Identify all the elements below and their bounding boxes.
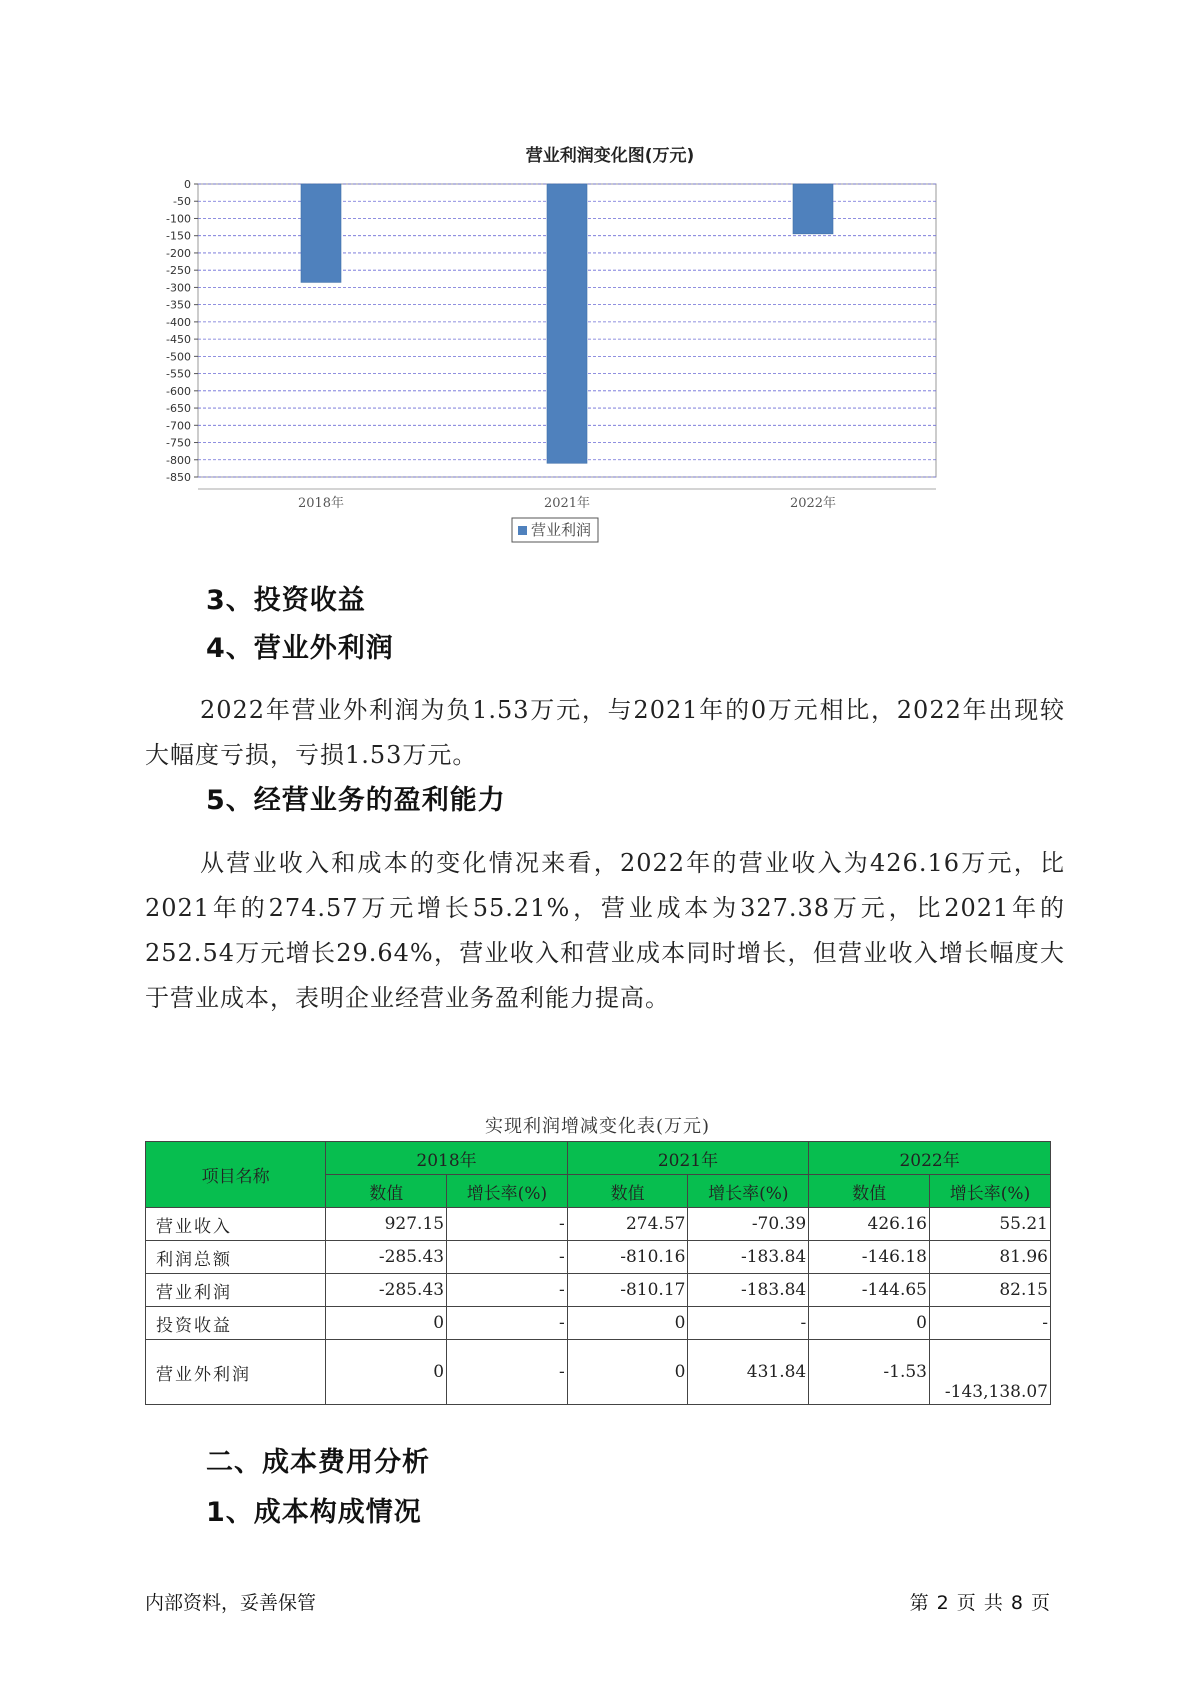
header-rate: 增长率(%) bbox=[688, 1175, 809, 1208]
y-tick-label: -750 bbox=[166, 436, 191, 450]
y-tick-label: -250 bbox=[166, 264, 191, 278]
table-row bbox=[146, 1307, 1051, 1340]
cell: 0 bbox=[567, 1307, 688, 1340]
chart-svg bbox=[150, 138, 1020, 598]
table-row bbox=[146, 1208, 1051, 1241]
cell: 927.15 bbox=[326, 1208, 447, 1241]
heading-cost-structure: 1、成本构成情况 bbox=[206, 1497, 422, 1528]
header-rate: 增长率(%) bbox=[930, 1175, 1051, 1208]
y-tick-label: -150 bbox=[166, 229, 191, 243]
cell: 0 bbox=[326, 1307, 447, 1340]
profit-change-table bbox=[145, 1141, 1051, 1405]
row-label: 利润总额 bbox=[146, 1241, 326, 1274]
row-label: 投资收益 bbox=[146, 1307, 326, 1340]
cell: - bbox=[447, 1274, 568, 1307]
header-rate: 增长率(%) bbox=[447, 1175, 568, 1208]
chart-y-axis bbox=[166, 178, 198, 484]
row-label: 营业利润 bbox=[146, 1274, 326, 1307]
bar-2018年 bbox=[301, 184, 341, 282]
x-tick-label: 2021年 bbox=[543, 496, 591, 511]
cell: 82.15 bbox=[930, 1274, 1051, 1307]
table-caption: 实现利润增减变化表(万元) bbox=[484, 1116, 711, 1137]
bar-2021年 bbox=[547, 184, 587, 463]
heading-investment-income: 3、投资收益 bbox=[206, 585, 366, 616]
cell: - bbox=[447, 1208, 568, 1241]
header-value: 数值 bbox=[326, 1175, 447, 1208]
header-item-name: 项目名称 bbox=[146, 1142, 326, 1208]
cell: 81.96 bbox=[930, 1241, 1051, 1274]
paragraph-non-operating-profit: 2022年营业外利润为负1.53万元，与2021年的0万元相比，2022年出现较大幅度亏损，亏损1.53万元。 bbox=[145, 696, 1065, 769]
table-row bbox=[146, 1274, 1051, 1307]
legend-label: 营业利润 bbox=[531, 521, 592, 539]
y-tick-label: -850 bbox=[166, 471, 191, 484]
cell: 0 bbox=[809, 1307, 930, 1340]
y-tick-label: -650 bbox=[166, 402, 191, 416]
header-year-2022: 2022年 bbox=[809, 1142, 1051, 1175]
row-label: 营业外利润 bbox=[146, 1340, 326, 1405]
heading-cost-analysis: 二、成本费用分析 bbox=[206, 1447, 430, 1478]
chart-title: 营业利润变化图(万元) bbox=[525, 146, 695, 166]
bar-2022年 bbox=[793, 184, 833, 234]
footer-confidential: 内部资料，妥善保管 bbox=[145, 1592, 317, 1614]
heading-profitability: 5、经营业务的盈利能力 bbox=[206, 785, 506, 816]
cell: - bbox=[447, 1307, 568, 1340]
header-year-2018: 2018年 bbox=[326, 1142, 567, 1175]
cell: -1.53 bbox=[809, 1340, 930, 1405]
y-tick-label: -50 bbox=[173, 195, 191, 209]
y-tick-label: -350 bbox=[166, 298, 191, 312]
cell: 274.57 bbox=[567, 1208, 688, 1241]
header-value: 数值 bbox=[809, 1175, 930, 1208]
cell: 431.84 bbox=[688, 1340, 809, 1405]
table-row bbox=[146, 1340, 1051, 1405]
cell: 55.21 bbox=[930, 1208, 1051, 1241]
y-tick-label: -700 bbox=[166, 419, 191, 433]
cell: 0 bbox=[567, 1340, 688, 1405]
y-tick-label: -200 bbox=[166, 246, 191, 260]
cell: -143,138.07 bbox=[930, 1340, 1051, 1405]
cell: -285.43 bbox=[326, 1241, 447, 1274]
paragraph-profitability: 从营业收入和成本的变化情况来看，2022年的营业收入为426.16万元，比2021年的274.57万元增长55.21%，营业成本为327.38万元，比2021年的252.54万元增长29.64%，营业收入和营业成本同时增长，但营业收入增长幅度大于营业成本，表明企业经营业务盈利能力提高。 bbox=[145, 849, 1065, 1012]
cell: -810.17 bbox=[567, 1274, 688, 1307]
cell: -70.39 bbox=[688, 1208, 809, 1241]
cell: 426.16 bbox=[809, 1208, 930, 1241]
cell: -144.65 bbox=[809, 1274, 930, 1307]
y-tick-label: -800 bbox=[166, 453, 191, 467]
y-tick-label: -450 bbox=[166, 333, 191, 347]
y-tick-label: -600 bbox=[166, 384, 191, 398]
chart-legend bbox=[512, 518, 598, 542]
cell: 0 bbox=[326, 1340, 447, 1405]
cell: -183.84 bbox=[688, 1241, 809, 1274]
row-label: 营业收入 bbox=[146, 1208, 326, 1241]
y-tick-label: 0 bbox=[184, 178, 191, 191]
header-year-2021: 2021年 bbox=[567, 1142, 809, 1175]
footer-page-number: 第 2 页 共 8 页 bbox=[909, 1592, 1051, 1614]
cell: -285.43 bbox=[326, 1274, 447, 1307]
cell: - bbox=[930, 1307, 1051, 1340]
cell: - bbox=[447, 1340, 568, 1405]
x-tick-label: 2018年 bbox=[297, 496, 345, 511]
cell: -183.84 bbox=[688, 1274, 809, 1307]
y-tick-label: -500 bbox=[166, 350, 191, 364]
cell: -146.18 bbox=[809, 1241, 930, 1274]
cell: -810.16 bbox=[567, 1241, 688, 1274]
x-tick-label: 2022年 bbox=[789, 496, 837, 511]
y-tick-label: -100 bbox=[166, 212, 191, 226]
y-tick-label: -400 bbox=[166, 315, 191, 329]
table-row bbox=[146, 1241, 1051, 1274]
y-tick-label: -550 bbox=[166, 367, 191, 381]
chart-x-axis bbox=[298, 495, 836, 511]
legend-swatch bbox=[518, 526, 527, 535]
cell: - bbox=[447, 1241, 568, 1274]
chart-bars bbox=[301, 184, 833, 463]
heading-non-operating-profit: 4、营业外利润 bbox=[206, 633, 394, 664]
y-tick-label: -300 bbox=[166, 281, 191, 295]
header-value: 数值 bbox=[567, 1175, 688, 1208]
cell: - bbox=[688, 1307, 809, 1340]
operating-profit-chart bbox=[150, 138, 1020, 598]
